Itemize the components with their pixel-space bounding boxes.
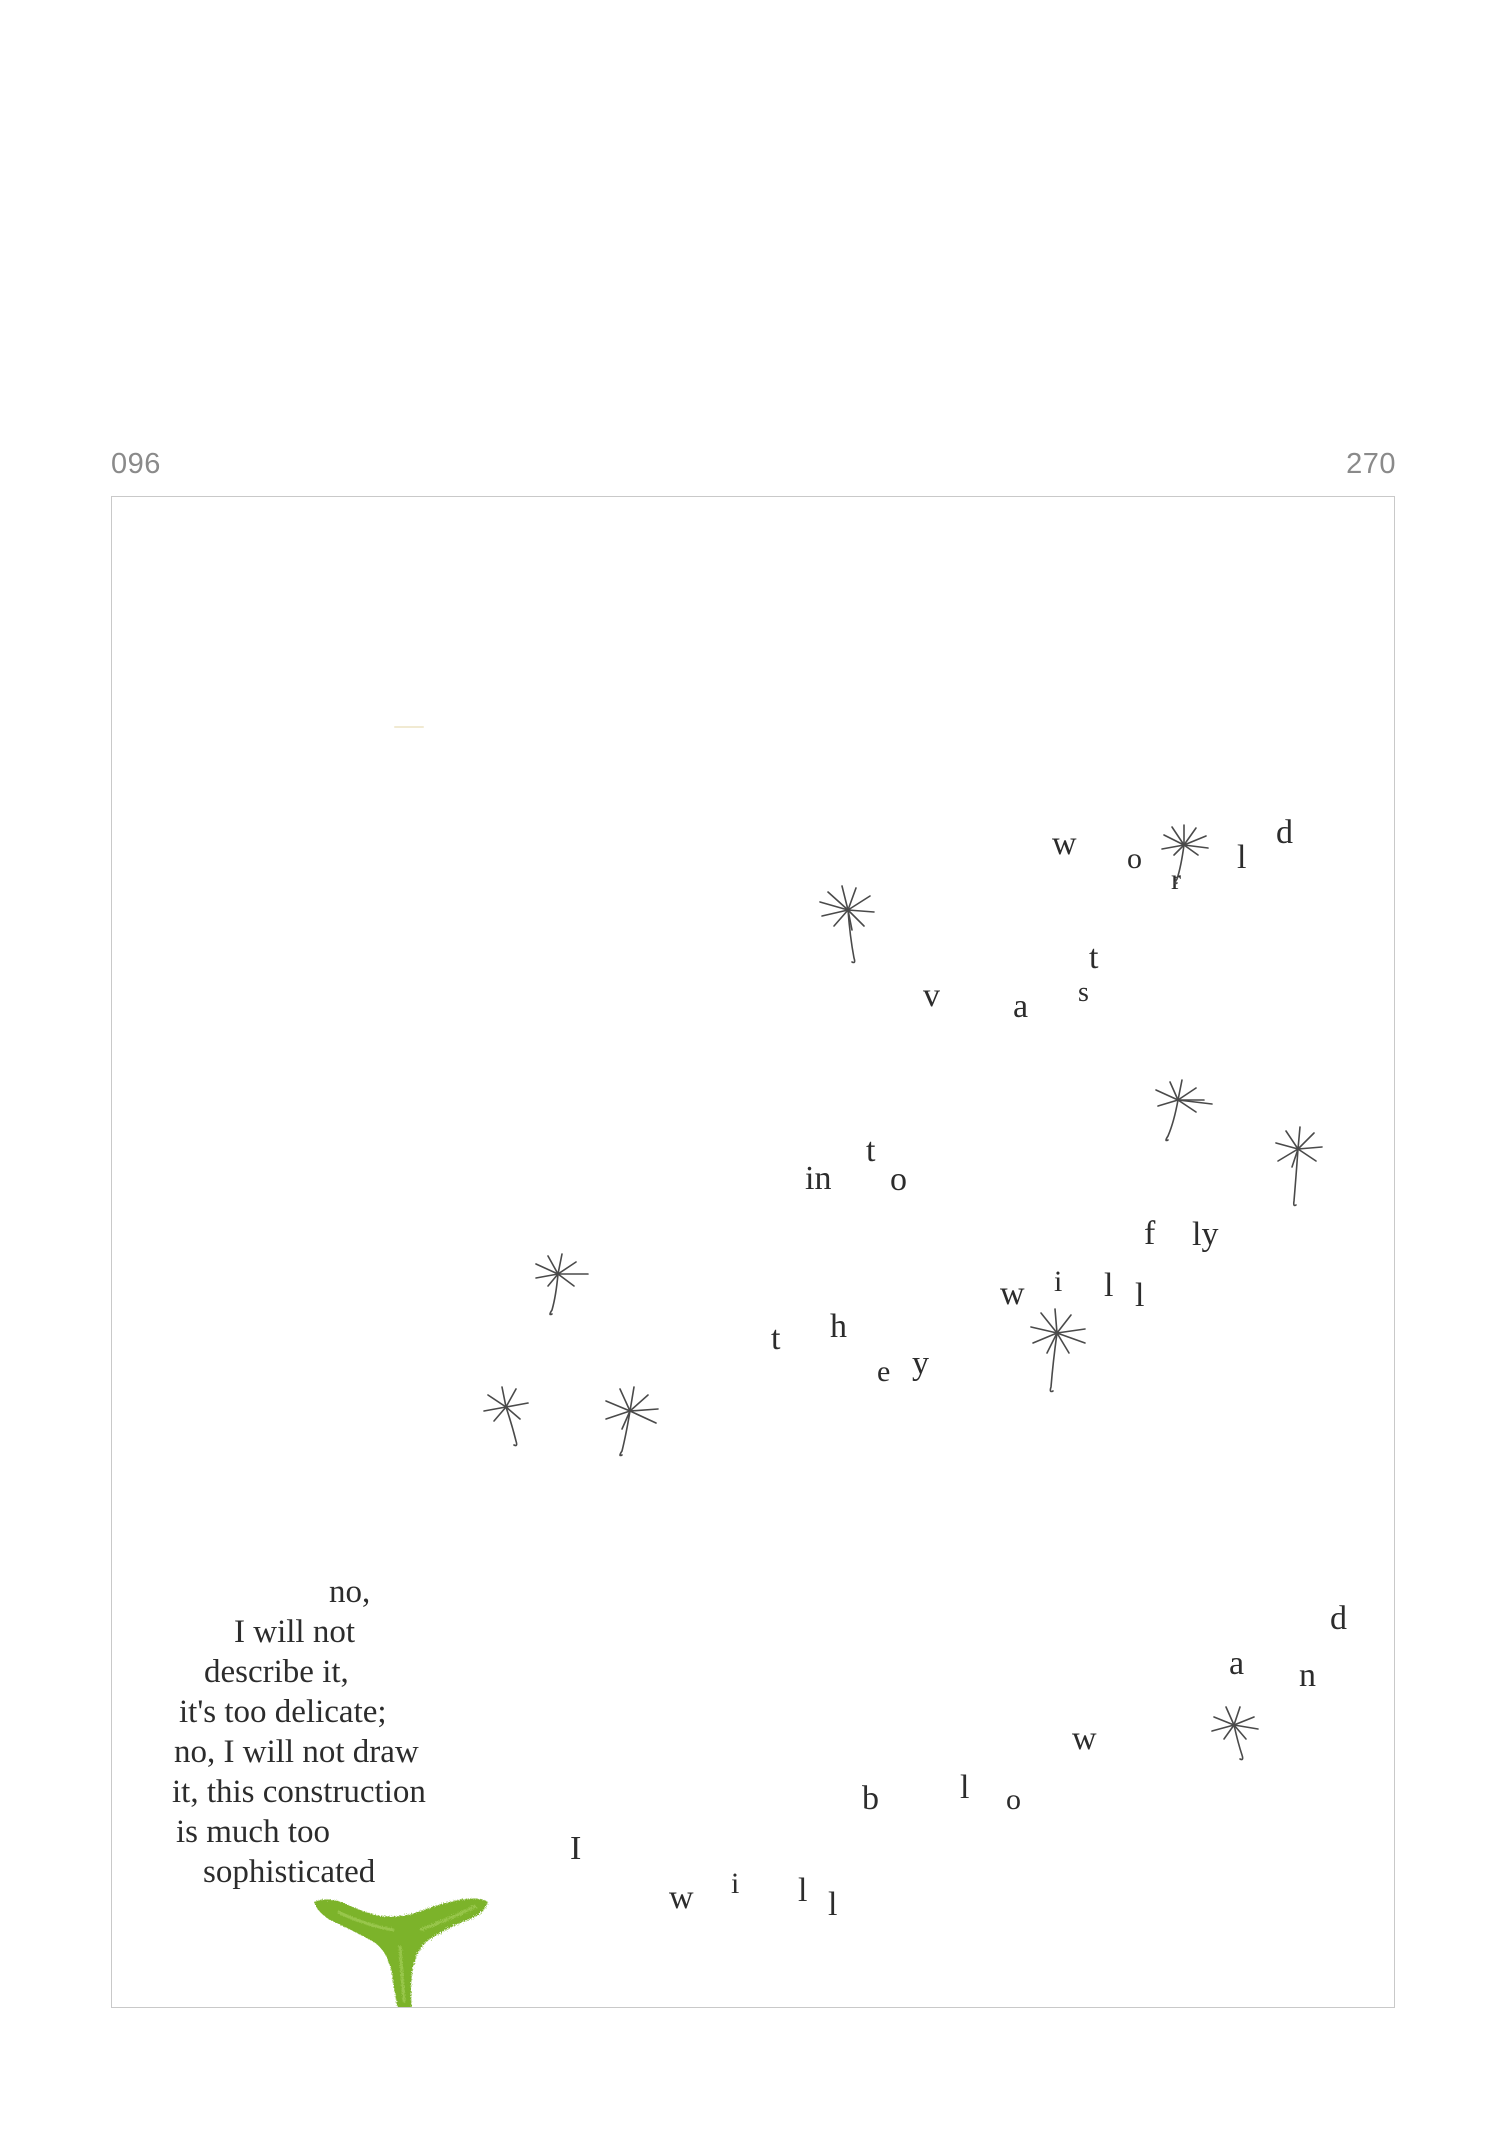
word-blow-letter-l: l	[960, 1769, 970, 1806]
dandelion-seed-icon	[1272, 1127, 1332, 1231]
word-they-letter-e: e	[877, 1355, 891, 1388]
word-vast-letter-v: v	[923, 977, 940, 1014]
poem-frame	[111, 496, 1395, 2008]
dandelion-seed-icon	[1162, 827, 1222, 911]
word-and-letter-n: n	[1299, 1657, 1316, 1694]
word-into-letter-t: t	[866, 1132, 876, 1169]
dandelion-seed-icon	[1027, 1307, 1097, 1411]
word-blow-letter-o: o	[1006, 1783, 1021, 1816]
word-world-letter-d: d	[1276, 814, 1293, 851]
poem-line: sophisticated	[203, 1854, 376, 1890]
word-will-lower-letter-l2: l	[828, 1886, 838, 1923]
word-will-upper-letter-l2: l	[1135, 1277, 1145, 1314]
word-will-upper-letter-i: i	[1054, 1265, 1063, 1298]
word-blow-letter-w: w	[1072, 1720, 1097, 1757]
yellow-speck	[394, 726, 424, 728]
word-fly-letter-f: f	[1144, 1215, 1156, 1252]
word-they-letter-y: y	[912, 1345, 929, 1382]
poem-line: describe it,	[204, 1654, 349, 1690]
dandelion-seed-icon	[600, 1387, 670, 1481]
word-fly-letter-ly: ly	[1192, 1216, 1219, 1253]
word-world-letter-o: o	[1127, 842, 1142, 875]
word-i-letter-i: I	[570, 1830, 582, 1867]
word-vast-letter-a: a	[1013, 988, 1029, 1025]
dandelion-seed-icon	[1152, 1082, 1222, 1166]
word-will-lower-letter-w: w	[669, 1879, 694, 1916]
dandelion-seed-icon	[1210, 1705, 1270, 1789]
dandelion-seed-icon	[482, 1387, 542, 1471]
poem-line: is much too	[176, 1814, 330, 1850]
dandelion-seed-icon	[812, 882, 882, 976]
word-into-letter-o: o	[890, 1161, 907, 1198]
word-will-lower-letter-i: i	[731, 1867, 740, 1900]
dandelion-seed-icon	[532, 1252, 602, 1336]
page-number-left: 096	[111, 448, 161, 480]
word-vast-letter-s: s	[1078, 977, 1089, 1008]
word-will-lower-letter-l1: l	[798, 1872, 808, 1909]
poem-line: no,	[329, 1574, 371, 1610]
word-will-upper-letter-l1: l	[1104, 1267, 1114, 1304]
poem-line: it, this construction	[172, 1774, 426, 1810]
word-and-letter-d: d	[1330, 1600, 1347, 1637]
word-will-upper-letter-w: w	[1000, 1275, 1025, 1312]
word-and-letter-a: a	[1229, 1645, 1245, 1682]
poem-line: I will not	[234, 1614, 355, 1650]
word-into-letter-in: in	[805, 1160, 832, 1197]
word-they-letter-t: t	[771, 1320, 781, 1357]
dandelion-stem-icon	[308, 1890, 498, 2008]
word-vast-letter-t: t	[1089, 939, 1099, 976]
poem-line: it's too delicate;	[179, 1694, 387, 1730]
poem-line: no, I will not draw	[174, 1734, 419, 1770]
word-world-letter-l: l	[1237, 839, 1247, 876]
word-they-letter-h: h	[830, 1308, 847, 1345]
word-world-letter-w: w	[1052, 825, 1077, 862]
word-world-letter-r: r	[1171, 863, 1181, 896]
poem-block	[172, 1572, 512, 1892]
word-blow-letter-b: b	[862, 1780, 879, 1817]
page-number-right: 270	[1346, 448, 1396, 480]
